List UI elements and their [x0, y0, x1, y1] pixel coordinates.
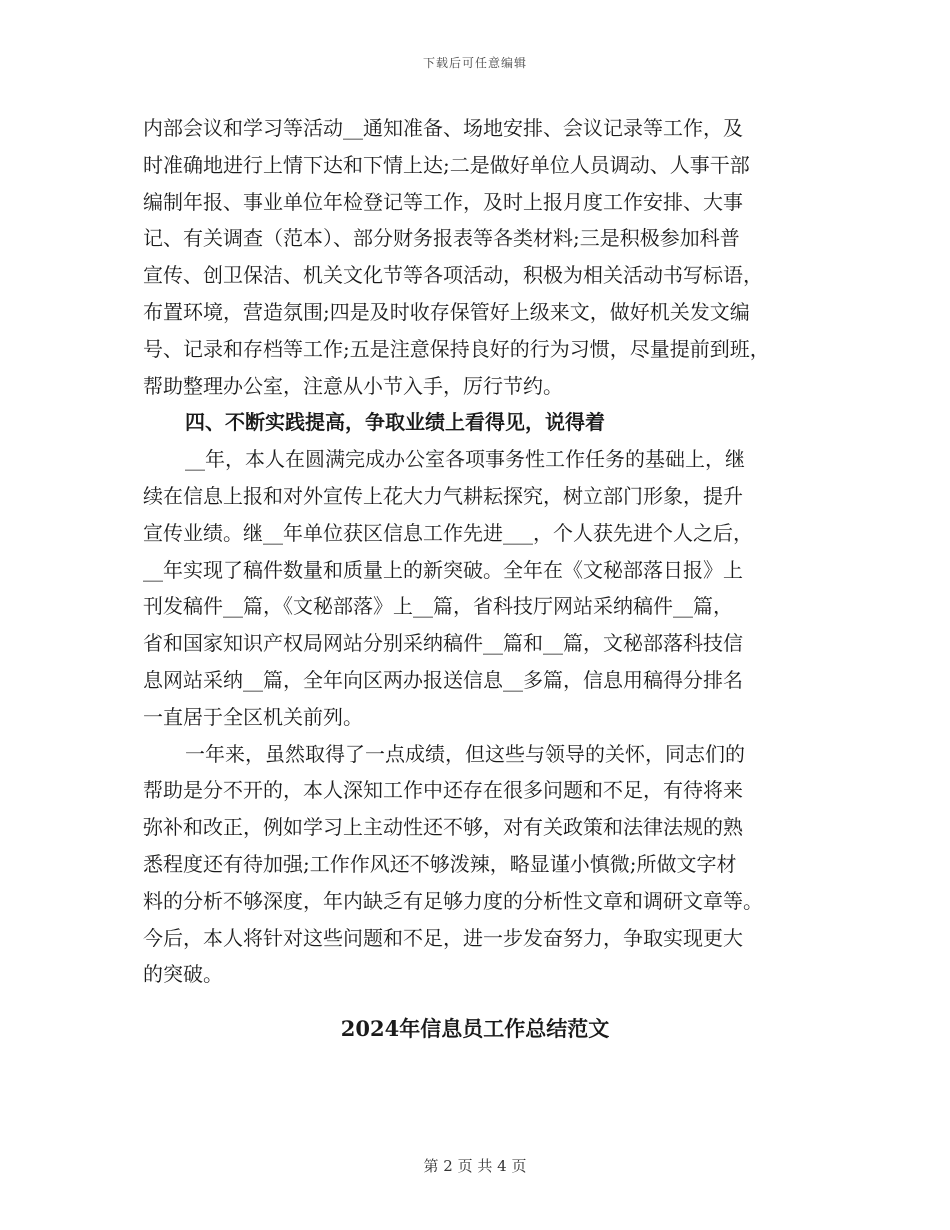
text-line: 编制年报、事业单位年检登记等工作，及时上报月度工作安排、大事: [143, 189, 743, 214]
text-line: 省和国家知识产权局网站分别采纳稿件__篇和__篇，文秘部落科技信: [143, 631, 743, 656]
section-heading: 四、不断实践提高，争取业绩上看得见，说得着: [185, 410, 605, 435]
text-line: 帮助整理办公室，注意从小节入手，厉行节约。: [143, 373, 563, 398]
text-line: 时准确地进行上情下达和下情上达;二是做好单位人员调动、人事干部: [143, 152, 750, 177]
text-line: 今后，本人将针对这些问题和不足，进一步发奋努力，争取实现更大: [143, 925, 743, 950]
text-line: 悉程度还有待加强;工作作风还不够泼辣，略显谨小慎微;所做文字材: [143, 851, 737, 876]
document-body: [143, 110, 803, 993]
text-line: __年，本人在圆满完成办公室各项事务性工作任务的基础上，继: [185, 447, 745, 472]
text-line: 内部会议和学习等活动__通知准备、场地安排、会议记录等工作，及: [143, 116, 743, 140]
text-line: __年实现了稿件数量和质量上的新突破。全年在《文秘部落日报》上: [143, 557, 743, 582]
text-line: 宣传业绩。继__年单位获区信息工作先进___，个人获先进个人之后，: [143, 520, 753, 545]
text-line: 号、记录和存档等工作;五是注意保持良好的行为习惯，尽量提前到班，: [143, 336, 770, 361]
paragraph-1: [143, 110, 803, 404]
text-line: 刊发稿件__篇，《文秘部落》上__篇，省科技厅网站采纳稿件__篇，: [143, 594, 733, 619]
paragraph-2: [143, 441, 803, 735]
document-title: 2024年信息员工作总结范文: [340, 1016, 610, 1041]
text-line: 一年来，虽然取得了一点成绩，但这些与领导的关怀，同志们的: [185, 741, 745, 766]
text-line: 布置环境，营造氛围;四是及时收存保管好上级来文，做好机关发文编: [143, 299, 750, 324]
page-header: 下载后可任意编辑: [422, 56, 527, 70]
text-line: 帮助是分不开的，本人深知工作中还存在很多问题和不足，有待将来: [143, 778, 743, 803]
text-line: 宣传、创卫保洁、机关文化节等各项活动，积极为相关活动书写标语，: [143, 263, 763, 288]
text-line: 记、有关调查（范本）、部分财务报表等各类材料;三是积极参加科普: [143, 226, 740, 251]
text-line: 的突破。: [143, 962, 223, 987]
page-footer: 第 2 页 共 4 页: [423, 1157, 527, 1175]
paragraph-3: [143, 736, 803, 994]
text-line: 料的分析不够深度，年内缺乏有足够力度的分析性文章和调研文章等。: [143, 888, 763, 913]
text-line: 息网站采纳__篇，全年向区两办报送信息__多篇，信息用稿得分排名: [143, 667, 743, 692]
text-line: 续在信息上报和对外宣传上花大力气耕耘探究，树立部门形象，提升: [143, 483, 743, 508]
text-line: 一直居于全区机关前列。: [143, 704, 363, 729]
text-line: 弥补和改正，例如学习上主动性还不够，对有关政策和法律法规的熟: [143, 815, 743, 840]
